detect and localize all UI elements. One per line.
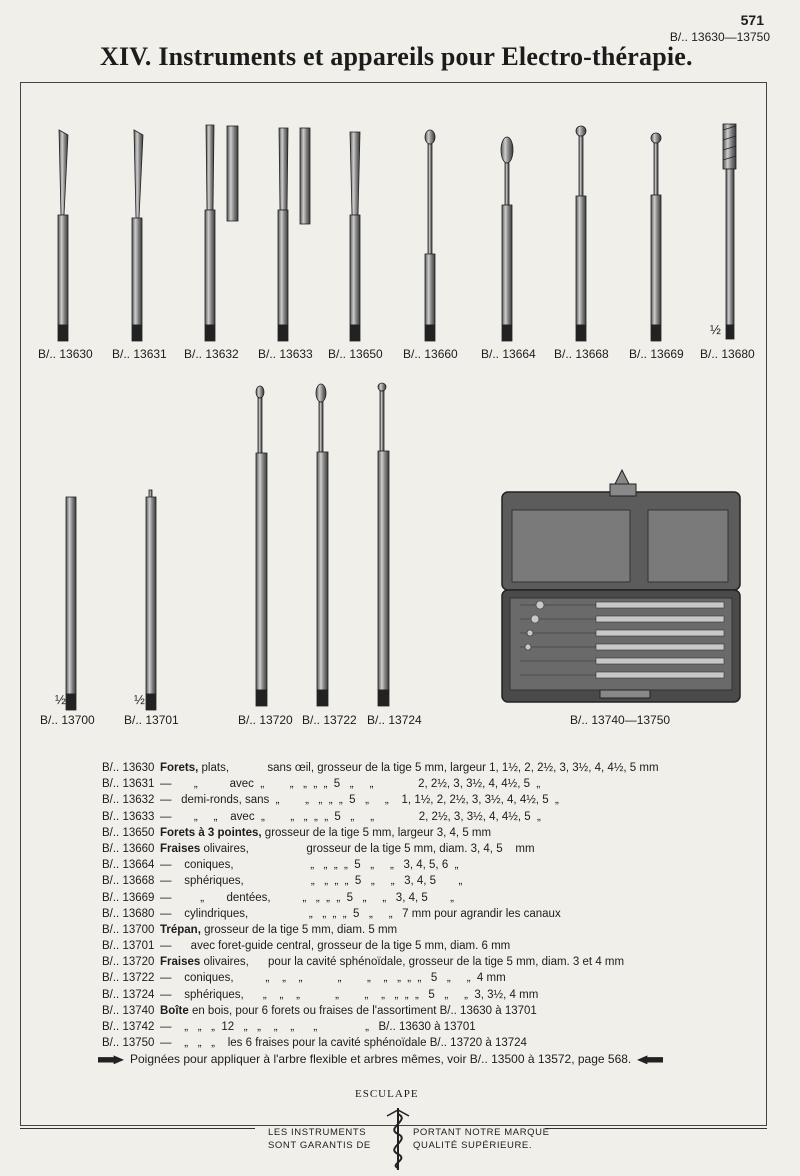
footer-left-line-2: SONT GARANTIS DE bbox=[268, 1140, 371, 1151]
instrument-13724 bbox=[378, 383, 389, 706]
instrument-13631 bbox=[132, 130, 143, 341]
catalog-code: B/.. 13724 bbox=[102, 988, 155, 1001]
half-scale-mark: ½ bbox=[710, 322, 721, 337]
catalog-code: B/.. 13742 bbox=[102, 1021, 155, 1033]
instrument-13720 bbox=[256, 386, 267, 706]
catalog-description bbox=[160, 970, 506, 986]
catalog-item-text: — coniques, „ „ „ „ „ „ „ „ „ 5 „ „ 4 mm bbox=[160, 972, 506, 985]
label-13630: B/.. 13630 bbox=[38, 347, 93, 361]
pointing-hand-icon bbox=[98, 1055, 124, 1064]
footer-right bbox=[413, 1126, 550, 1152]
catalog-item-text: — „ dentées, „ „ „ „ 5 „ „ 3, 4, 5 „ bbox=[160, 891, 454, 904]
catalog-row bbox=[102, 906, 742, 922]
instrument-13701 bbox=[146, 490, 156, 710]
catalog-item-name: Forets à 3 pointes, bbox=[160, 826, 262, 839]
catalog-row bbox=[102, 970, 742, 986]
catalog-item-name: Forets, bbox=[160, 762, 199, 774]
label-13632: B/.. 13632 bbox=[184, 347, 239, 361]
catalog-description bbox=[160, 922, 397, 938]
footer-right-line-1: PORTANT NOTRE MARQUE bbox=[413, 1127, 550, 1138]
instrument-13650 bbox=[350, 132, 360, 341]
catalog-item-text: — coniques, „ „ „ „ 5 „ „ 3, 4, 5, 6 „ bbox=[160, 859, 459, 872]
instrument-13633 bbox=[278, 128, 310, 341]
note-text: Poignées pour appliquer à l'arbre flexible et arbres mêmes, voir B/.. 13500 à 13572, page 568. bbox=[130, 1052, 632, 1066]
catalog-description bbox=[160, 954, 624, 970]
catalog-code: B/.. 13750 bbox=[102, 1037, 155, 1050]
label-13680: B/.. 13680 bbox=[700, 347, 755, 361]
catalog-description bbox=[160, 857, 458, 873]
instrument-case bbox=[502, 470, 740, 702]
catalog-description bbox=[160, 1019, 476, 1035]
catalog-code: B/.. 13680 bbox=[102, 907, 155, 920]
catalog-list bbox=[102, 760, 742, 1051]
catalog-code: B/.. 13631 bbox=[102, 778, 155, 791]
catalog-description bbox=[160, 776, 540, 792]
half-scale-mark: ½ bbox=[55, 692, 66, 707]
catalog-item-text: — „ „ avec „ „ „ „ „ 5 „ „ 2, 2½, 3, 3½, 4, 4½, 5 „ bbox=[160, 810, 541, 823]
catalog-item-text: olivaires, grosseur de la tige 5 mm, diam. 3, 4, 5 mm bbox=[200, 842, 535, 855]
catalog-item-name: Boîte bbox=[160, 1004, 189, 1017]
catalog-item-text: — „ „ „ les 6 fraises pour la cavité sphénoïdale B/.. 13720 à 13724 bbox=[160, 1037, 527, 1050]
label-13720: B/.. 13720 bbox=[238, 713, 293, 727]
catalog-code: B/.. 13668 bbox=[102, 875, 155, 888]
label-13633: B/.. 13633 bbox=[258, 347, 313, 361]
catalog-row bbox=[102, 809, 742, 825]
instrument-13632 bbox=[205, 125, 238, 341]
catalog-row bbox=[102, 938, 742, 954]
catalog-code: B/.. 13740 bbox=[102, 1004, 155, 1017]
catalog-description bbox=[160, 792, 559, 808]
catalog-item-text: en bois, pour 6 forets ou fraises de l'assortiment B/.. 13630 à 13701 bbox=[188, 1004, 537, 1017]
label-13724: B/.. 13724 bbox=[367, 713, 422, 727]
catalog-row bbox=[102, 1035, 742, 1051]
catalog-item-name: Trépan, bbox=[160, 923, 201, 936]
catalog-description bbox=[160, 809, 541, 825]
catalog-description bbox=[160, 890, 454, 906]
catalog-code: B/.. 13664 bbox=[102, 859, 155, 872]
catalog-row bbox=[102, 841, 742, 857]
catalog-row bbox=[102, 954, 742, 970]
catalog-item-text: — cylindriques, „ „ „ „ 5 „ „ 7 mm pour agrandir les canaux bbox=[160, 907, 561, 920]
label-13660: B/.. 13660 bbox=[403, 347, 458, 361]
catalog-row bbox=[102, 873, 742, 889]
catalog-code: B/.. 13632 bbox=[102, 794, 155, 807]
instrument-13700 bbox=[66, 497, 76, 710]
caduceus-logo-icon bbox=[383, 1104, 413, 1172]
catalog-row bbox=[102, 1003, 742, 1019]
catalog-item-text: — sphériques, „ „ „ „ „ „ „ „ „ 5 „ „ 3, 3½, 4 mm bbox=[160, 988, 539, 1001]
catalog-description bbox=[160, 1035, 527, 1051]
catalog-row bbox=[102, 1019, 742, 1035]
catalog-row bbox=[102, 760, 742, 776]
label-13722: B/.. 13722 bbox=[302, 713, 357, 727]
catalog-item-name: Fraises bbox=[160, 842, 201, 855]
catalog-description bbox=[160, 938, 510, 954]
instrument-13722 bbox=[316, 384, 328, 706]
catalog-row bbox=[102, 922, 742, 938]
footer-divider bbox=[545, 1128, 767, 1129]
catalog-description bbox=[160, 1003, 537, 1019]
catalog-item-text: — avec foret-guide central, grosseur de la tige 5 mm, diam. 6 mm bbox=[160, 940, 511, 953]
catalog-item-text: plats, sans œil, grosseur de la tige 5 mm, largeur 1, 1½, 2, 2½, 3, 3½, 4, 4½, 5 mm bbox=[198, 762, 659, 774]
catalog-code: B/.. 13722 bbox=[102, 972, 155, 985]
footer-left bbox=[268, 1126, 371, 1152]
catalog-description bbox=[160, 841, 535, 857]
page-range: B/.. 13630—13750 bbox=[669, 30, 770, 44]
esculape-logo-text: ESCULAPE bbox=[355, 1088, 419, 1100]
catalog-description bbox=[160, 760, 659, 776]
footer-left-line-1: LES INSTRUMENTS bbox=[268, 1127, 367, 1138]
label-13664: B/.. 13664 bbox=[481, 347, 536, 361]
label-13631: B/.. 13631 bbox=[112, 347, 167, 361]
note-line bbox=[98, 1052, 663, 1066]
catalog-item-text: olivaires, pour la cavité sphénoïdale, grosseur de la tige 5 mm, diam. 3 et 4 mm bbox=[200, 956, 625, 969]
catalog-code: B/.. 13630 bbox=[102, 762, 155, 774]
half-scale-mark: ½ bbox=[134, 692, 145, 707]
catalog-item-text: — „ avec „ „ „ „ „ 5 „ „ 2, 2½, 3, 3½, 4, 4½, 5 „ bbox=[160, 778, 541, 791]
instrument-13668 bbox=[576, 126, 586, 341]
catalog-item-text: — demi-ronds, sans „ „ „ „ „ 5 „ „ 1, 1½, 2, 2½, 3, 3½, 4, 4½, 5 „ bbox=[160, 794, 559, 807]
label-case: B/.. 13740—13750 bbox=[570, 713, 671, 727]
label-13669: B/.. 13669 bbox=[629, 347, 684, 361]
catalog-row bbox=[102, 890, 742, 906]
label-13650: B/.. 13650 bbox=[328, 347, 383, 361]
catalog-description bbox=[160, 825, 491, 841]
catalog-description bbox=[160, 987, 538, 1003]
catalog-code: B/.. 13650 bbox=[102, 826, 155, 839]
page-number: 571 bbox=[740, 12, 764, 28]
catalog-code: B/.. 13669 bbox=[102, 891, 155, 904]
footer-right-line-2: QUALITÉ SUPÉRIEURE. bbox=[413, 1140, 533, 1151]
catalog-item-text: grosseur de la tige 5 mm, largeur 3, 4, 5 mm bbox=[261, 826, 492, 839]
catalog-item-name: Fraises bbox=[160, 956, 201, 969]
catalog-code: B/.. 13660 bbox=[102, 842, 155, 855]
catalog-description bbox=[160, 873, 462, 889]
catalog-row bbox=[102, 987, 742, 1003]
catalog-code: B/.. 13701 bbox=[102, 940, 155, 953]
catalog-code: B/.. 13633 bbox=[102, 810, 155, 823]
footer-divider bbox=[20, 1128, 255, 1129]
instrument-13664 bbox=[501, 137, 513, 341]
catalog-row bbox=[102, 776, 742, 792]
instrument-13630 bbox=[58, 130, 68, 341]
label-13668: B/.. 13668 bbox=[554, 347, 609, 361]
catalog-row bbox=[102, 792, 742, 808]
label-13701: B/.. 13701 bbox=[124, 713, 179, 727]
catalog-description bbox=[160, 906, 561, 922]
catalog-item-text: — „ „ „ 12 „ „ „ „ „ „ B/.. 13630 à 13701 bbox=[160, 1021, 476, 1033]
label-13700: B/.. 13700 bbox=[40, 713, 95, 727]
catalog-row bbox=[102, 825, 742, 841]
instrument-13669 bbox=[651, 133, 661, 341]
catalog-code: B/.. 13700 bbox=[102, 923, 155, 936]
catalog-row bbox=[102, 857, 742, 873]
pointing-hand-icon bbox=[637, 1055, 663, 1064]
catalog-item-text: grosseur de la tige 5 mm, diam. 5 mm bbox=[200, 923, 398, 936]
catalog-code: B/.. 13720 bbox=[102, 956, 155, 969]
instrument-13660 bbox=[425, 130, 435, 341]
instrument-13680 bbox=[723, 124, 736, 339]
catalog-item-text: — sphériques, „ „ „ „ 5 „ „ 3, 4, 5 „ bbox=[160, 875, 463, 888]
page-title: XIV. Instruments et appareils pour Electro-thérapie. bbox=[100, 42, 693, 71]
